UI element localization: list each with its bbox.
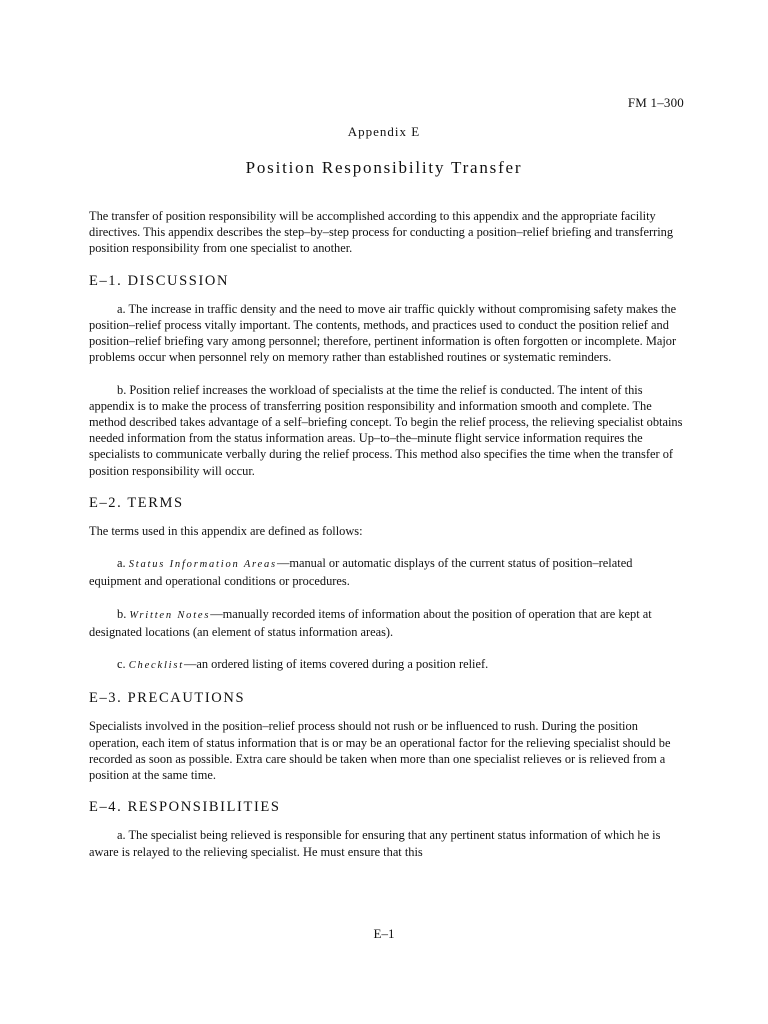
section-heading-responsibilities: E–4. RESPONSIBILITIES [89,799,281,816]
term-definition: —manually recorded items of information about the position of operation that are kept at designated locations (an element of status information areas). [89,606,652,639]
section-heading-discussion: E–1. DISCUSSION [89,272,230,289]
term-prefix: a. [117,556,126,571]
term-definition: —an ordered listing of items covered during a position relief. [184,657,489,672]
appendix-label: Appendix E [347,124,421,139]
precautions-paragraph: Specialists involved in the position–relief process should not rush or be influenced to rush. During the position operation, each item of status information that is or may be an operational factor for the relieving specialist should be recorded as soon as possible. Extra care should be taken when more than one specialist relieves or is relieved from a position at the same time. [89,719,671,783]
term-definition: —manual or automatic displays of the current status of position–related equipment and operational conditions or procedures. [89,556,633,589]
page-title: Position Responsibility Transfer [245,158,523,177]
term-name: Written Notes [129,609,211,621]
term-name: Status Information Areas [128,559,277,571]
document-body [89,208,687,876]
term-name: Checklist [128,660,184,672]
term-prefix: b. [117,606,127,621]
section-heading-terms: E–2. TERMS [89,494,184,511]
term-item-checklist [89,656,687,674]
term-item-status-information-areas [89,555,687,589]
section-heading-precautions: E–3. PRECAUTIONS [89,690,246,707]
terms-intro: The terms used in this appendix are defined as follows: [89,524,363,539]
discussion-paragraph-b: b. Position relief increases the workload of specialists at the time the relief is conducted. The intent of this appendix is to make the process of transferring position responsibility and information smooth and complete. The method described takes advantage of a self–briefing concept. To begin the relief process, the relieving specialist obtains needed information from the status information areas. Up–to–the–minute flight service information requires the specialists to communicate verbally during the relief process. This method also specifies the time when the transfer of position responsibility will occur. [89,382,683,478]
intro-paragraph: The transfer of position responsibility will be accomplished according to this appendix and the appropriate facility directives. This appendix describes the step–by–step process for conducting a position–relief briefing and transferring position responsibility from one specialist to another. [89,209,674,256]
document-reference: FM 1–300 [627,95,684,110]
discussion-paragraph-a: a. The increase in traffic density and the need to move air traffic quickly without compromising safety makes the position–relief process vitally important. The contents, methods, and practices used to conduct the position relief and position–relief briefing vary among personnel; therefore, pertinent information is often forgotten or incomplete. Major problems occur when personnel rely on memory rather than established routines or systematic reminders. [89,301,677,365]
term-item-written-notes [89,606,687,640]
page-number: E–1 [373,926,395,941]
responsibilities-paragraph-a: a. The specialist being relieved is responsible for ensuring that any pertinent status information of which he is aware is relayed to the relieving specialist. He must ensure that this [89,828,661,859]
term-prefix: c. [117,657,126,672]
